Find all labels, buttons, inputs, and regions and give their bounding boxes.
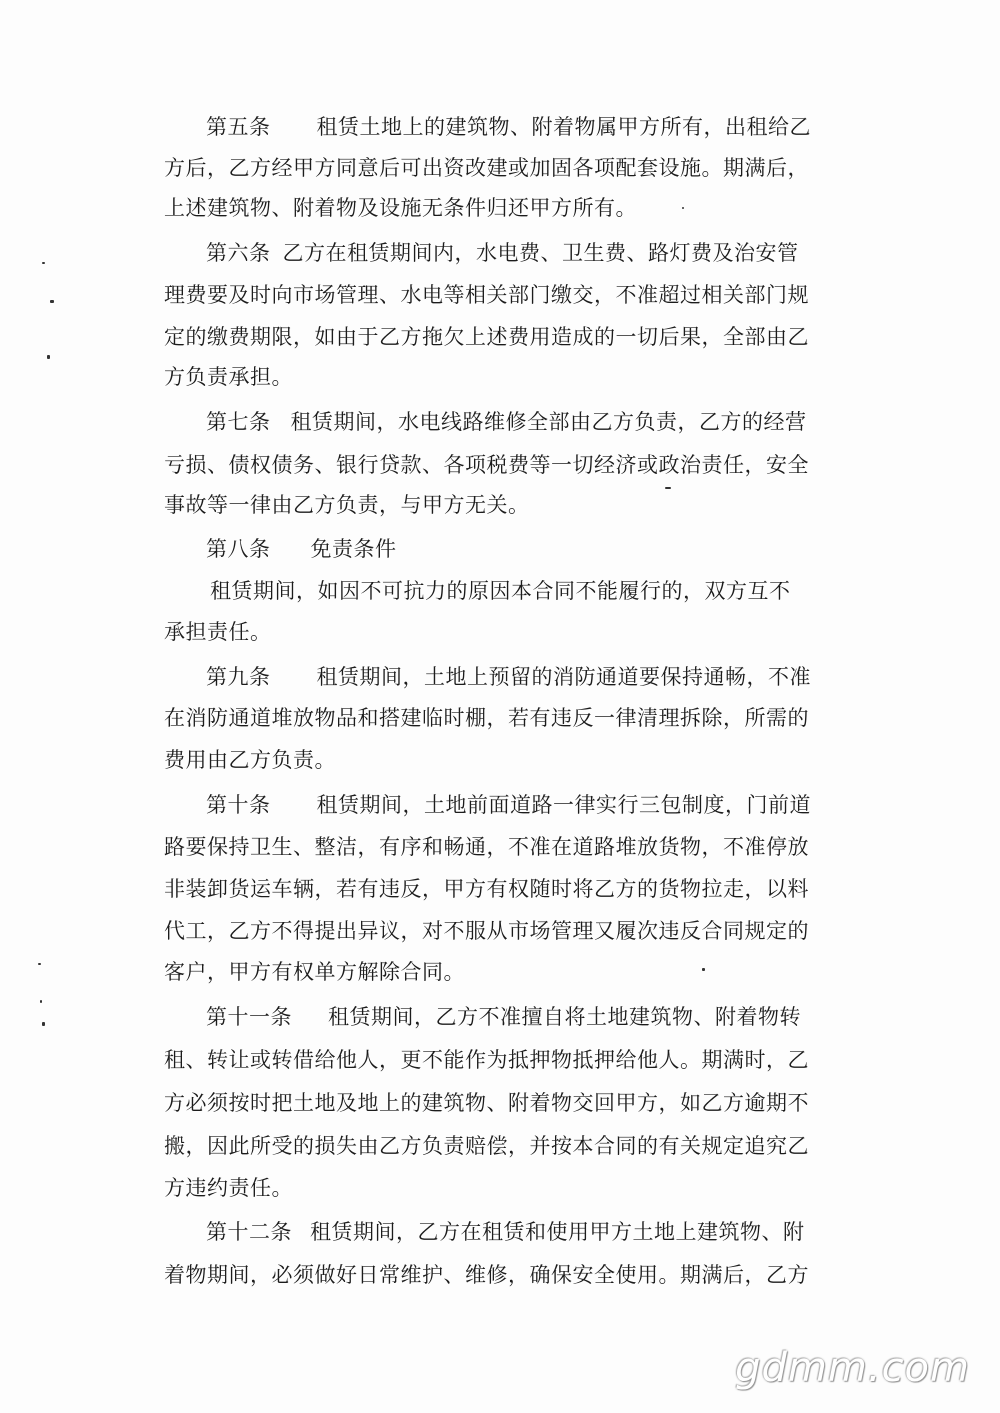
scan-speck bbox=[47, 355, 50, 359]
clause-10-line-5 bbox=[164, 957, 465, 987]
clause-text: 着物期间，必须做好日常维护、维修，确保安全使用。期满后，乙方 bbox=[164, 1263, 809, 1287]
clause-12-line-1 bbox=[206, 1217, 805, 1247]
scan-speck bbox=[665, 487, 671, 489]
clause-9-line-2 bbox=[164, 703, 809, 733]
clause-text: 路要保持卫生、整洁，有序和畅通，不准在道路堆放货物，不准停放 bbox=[164, 835, 809, 859]
clause-10-line-2 bbox=[164, 832, 809, 862]
clause-11-line-5 bbox=[164, 1173, 293, 1203]
clause-7-line-3 bbox=[164, 490, 530, 520]
clause-text: 租赁期间，土地前面道路一律实行三包制度，门前道 bbox=[316, 793, 811, 817]
clause-11-line-4 bbox=[164, 1131, 809, 1161]
clause-label: 第八条 bbox=[206, 537, 271, 561]
clause-10-line-4 bbox=[164, 916, 809, 946]
clause-text: 承担责任。 bbox=[164, 620, 272, 644]
scan-speck bbox=[42, 262, 45, 264]
clause-8-heading bbox=[206, 534, 397, 564]
clause-5-line-1 bbox=[206, 112, 811, 142]
clause-label: 第十一条 bbox=[206, 1005, 292, 1029]
clause-11-line-3 bbox=[164, 1088, 809, 1118]
clause-8-line-2 bbox=[164, 617, 272, 647]
scan-speck bbox=[682, 207, 684, 209]
clause-text: 方违约责任。 bbox=[164, 1176, 293, 1200]
clause-text: 费用由乙方负责。 bbox=[164, 748, 336, 772]
clause-6-line-3 bbox=[164, 322, 809, 352]
scan-speck bbox=[702, 968, 705, 971]
clause-text: 在消防通道堆放物品和搭建临时棚，若有违反一律清理拆除，所需的 bbox=[164, 706, 809, 730]
clause-5-line-3 bbox=[164, 193, 637, 223]
clause-12-line-2 bbox=[164, 1260, 809, 1290]
clause-label: 第五条 bbox=[206, 115, 271, 139]
scan-speck bbox=[40, 1000, 42, 1003]
clause-text: 租赁期间，乙方不准擅自将土地建筑物、附着物转 bbox=[328, 1005, 801, 1029]
clause-text: 方后，乙方经甲方同意后可出资改建或加固各项配套设施。期满后， bbox=[164, 156, 809, 180]
clause-text: 搬，因此所受的损失由乙方负责赔偿，并按本合同的有关规定追究乙 bbox=[164, 1134, 809, 1158]
clause-5-line-2 bbox=[164, 153, 809, 183]
clause-text: 方必须按时把土地及地上的建筑物、附着物交回甲方，如乙方逾期不 bbox=[164, 1091, 809, 1115]
clause-8-line-1 bbox=[210, 576, 791, 606]
clause-text: 免责条件 bbox=[310, 537, 397, 561]
site-watermark: gdmm.com bbox=[735, 1345, 970, 1391]
clause-text: 上述建筑物、附着物及设施无条件归还甲方所有。 bbox=[164, 196, 637, 220]
clause-text: 非装卸货运车辆，若有违反，甲方有权随时将乙方的货物拉走，以料 bbox=[164, 877, 809, 901]
scan-speck bbox=[42, 1022, 45, 1026]
clause-7-line-2 bbox=[164, 450, 809, 480]
scan-speck bbox=[38, 963, 41, 965]
clause-label: 第十条 bbox=[206, 793, 271, 817]
clause-text: 乙方在租赁期间内，水电费、卫生费、路灯费及治安管 bbox=[282, 241, 799, 265]
clause-text: 租赁土地上的建筑物、附着物属甲方所有，出租给乙 bbox=[316, 115, 811, 139]
clause-text: 租、转让或转借给他人，更不能作为抵押物抵押给他人。期满时，乙 bbox=[164, 1048, 809, 1072]
clause-10-line-3 bbox=[164, 874, 809, 904]
clause-text: 亏损、债权债务、银行贷款、各项税费等一切经济或政治责任，安全 bbox=[164, 453, 809, 477]
clause-6-line-2 bbox=[164, 280, 809, 310]
clause-6-line-4 bbox=[164, 362, 293, 392]
clause-9-line-3 bbox=[164, 745, 336, 775]
clause-text: 租赁期间，乙方在租赁和使用甲方土地上建筑物、附 bbox=[310, 1220, 805, 1244]
clause-label: 第九条 bbox=[206, 665, 271, 689]
clause-text: 方负责承担。 bbox=[164, 365, 293, 389]
scan-speck bbox=[50, 300, 54, 303]
clause-11-line-1 bbox=[206, 1002, 801, 1032]
clause-text: 租赁期间，土地上预留的消防通道要保持通畅，不准 bbox=[316, 665, 811, 689]
clause-text: 定的缴费期限，如由于乙方拖欠上述费用造成的一切后果，全部由乙 bbox=[164, 325, 809, 349]
clause-text: 租赁期间，水电线路维修全部由乙方负责，乙方的经营 bbox=[290, 410, 807, 434]
clause-text: 代工，乙方不得提出异议，对不服从市场管理又履次违反合同规定的 bbox=[164, 919, 809, 943]
clause-text: 事故等一律由乙方负责，与甲方无关。 bbox=[164, 493, 530, 517]
clause-text: 理费要及时向市场管理、水电等相关部门缴交，不准超过相关部门规 bbox=[164, 283, 809, 307]
clause-6-line-1 bbox=[206, 238, 799, 268]
clause-7-line-1 bbox=[206, 407, 807, 437]
clause-10-line-1 bbox=[206, 790, 811, 820]
clause-9-line-1 bbox=[206, 662, 811, 692]
clause-label: 第十二条 bbox=[206, 1220, 292, 1244]
clause-text: 客户，甲方有权单方解除合同。 bbox=[164, 960, 465, 984]
clause-text: 租赁期间，如因不可抗力的原因本合同不能履行的，双方互不 bbox=[210, 579, 791, 603]
clause-label: 第七条 bbox=[206, 410, 271, 434]
clause-11-line-2 bbox=[164, 1045, 809, 1075]
clause-label: 第六条 bbox=[206, 241, 271, 265]
